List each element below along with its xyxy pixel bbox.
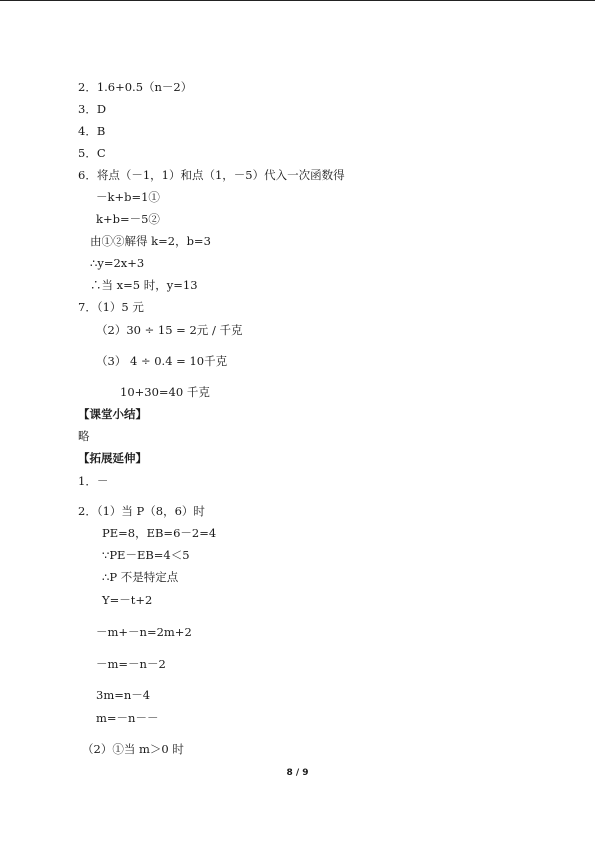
answer-line-5: 6．将点（－1，1）和点（1，－5）代入一次函数得: [78, 168, 345, 182]
answer-line-1: 2．1.6+0.5（n－2）: [78, 80, 193, 94]
answer-line-11: 7．（1）5 元: [78, 300, 144, 314]
answer-line-4: 5．C: [78, 146, 106, 160]
answer-line-9: ∴y=2x+3: [90, 256, 145, 270]
answer-line-23: Y=－t+2: [102, 593, 153, 607]
answer-line-18: 1．－: [78, 474, 109, 488]
answer-line-12: （2）30 ÷ 15 = 2元 / 千克: [96, 323, 243, 337]
answer-line-27: m=－n－－: [96, 711, 159, 725]
section-heading-extension: 【拓展延伸】: [78, 451, 147, 465]
answer-line-19: 2．（1）当 P（8，6）时: [78, 504, 205, 518]
answer-line-6: －k+b=1①: [96, 190, 160, 204]
answer-line-7: k+b=－5②: [96, 212, 160, 226]
answer-line-25: －m=－n－2: [96, 657, 166, 671]
answer-line-22: ∴P 不是特定点: [102, 570, 179, 584]
answer-line-24: －m+－n=2m+2: [96, 625, 192, 639]
answer-line-10: ∴当 x=5 时，y=13: [90, 278, 198, 292]
answer-line-26: 3m=n－4: [96, 688, 151, 702]
section-heading-summary: 【课堂小结】: [78, 407, 147, 421]
answer-line-28: （2）①当 m＞0 时: [82, 742, 184, 756]
top-border-line: [0, 0, 595, 1]
answer-line-3: 4．B: [78, 124, 106, 138]
answer-line-13: （3） 4 ÷ 0.4 = 10千克: [96, 354, 228, 368]
answer-line-20: PE=8，EB=6－2=4: [102, 526, 217, 540]
answer-line-14: 10+30=40 千克: [120, 385, 210, 399]
answer-line-2: 3．D: [78, 102, 107, 116]
page-number: 8 / 9: [286, 768, 309, 778]
answer-line-16: 略: [78, 429, 90, 443]
answer-line-8: 由①②解得 k=2，b=3: [90, 234, 211, 248]
answer-line-21: ∵PE－EB=4＜5: [102, 548, 190, 562]
